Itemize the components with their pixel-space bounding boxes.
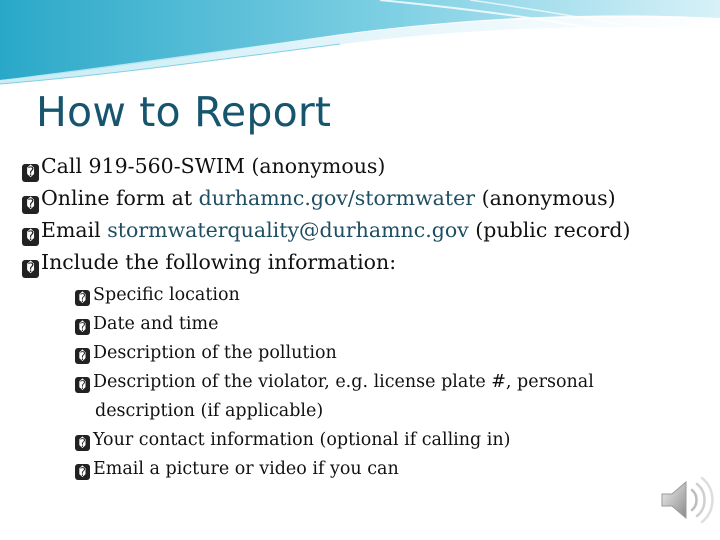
bullet-text: (anonymous) bbox=[475, 186, 616, 210]
sub-bullet-item bbox=[75, 339, 685, 368]
bullet-marker: � bbox=[22, 228, 39, 246]
sub-bullet-marker: � bbox=[75, 290, 90, 306]
bullet-marker: � bbox=[22, 164, 39, 182]
bullet-item bbox=[22, 182, 712, 214]
email-address-link[interactable]: stormwaterquality@durhamnc.gov bbox=[107, 218, 469, 242]
sub-bullet-item bbox=[75, 281, 685, 310]
bullet-list bbox=[22, 150, 712, 484]
sub-bullet-item bbox=[75, 310, 685, 339]
sub-bullet-marker: � bbox=[75, 319, 90, 335]
sub-bullet-marker: � bbox=[75, 435, 90, 451]
bullet-item bbox=[22, 150, 712, 182]
bullet-text: Online form at bbox=[41, 186, 199, 210]
sub-bullet-text: Date and time bbox=[93, 314, 219, 334]
sub-bullet-marker: � bbox=[75, 348, 90, 364]
bullet-item bbox=[22, 214, 712, 246]
header-wave-decoration bbox=[0, 0, 720, 100]
sub-bullet-text: Email a picture or video if you can bbox=[93, 459, 399, 479]
sub-bullet-item bbox=[75, 368, 685, 426]
sub-bullet-text: Specific location bbox=[93, 285, 240, 305]
bullet-item bbox=[22, 246, 712, 278]
slide-title: How to Report bbox=[36, 88, 332, 136]
bullet-marker: � bbox=[22, 196, 39, 214]
bullet-text: (public record) bbox=[468, 218, 631, 242]
sub-bullet-marker: � bbox=[75, 464, 90, 480]
sub-bullet-item bbox=[75, 455, 685, 484]
stormwater-url-link[interactable]: durhamnc.gov/stormwater bbox=[198, 186, 476, 210]
sub-bullet-marker: � bbox=[75, 377, 90, 393]
bullet-marker: � bbox=[22, 260, 39, 278]
sub-bullet-text: Description of the pollution bbox=[93, 343, 337, 363]
sub-bullet-text: Description of the violator, e.g. license plate #, personal description (if applicable) bbox=[93, 372, 594, 421]
speaker-icon[interactable] bbox=[656, 470, 716, 530]
bullet-text: Include the following information: bbox=[41, 250, 397, 274]
sub-bullet-item bbox=[75, 426, 685, 455]
bullet-text: Email bbox=[41, 218, 108, 242]
bullet-text: Call 919-560-SWIM (anonymous) bbox=[41, 154, 386, 178]
sub-bullet-text: Your contact information (optional if calling in) bbox=[93, 430, 511, 450]
